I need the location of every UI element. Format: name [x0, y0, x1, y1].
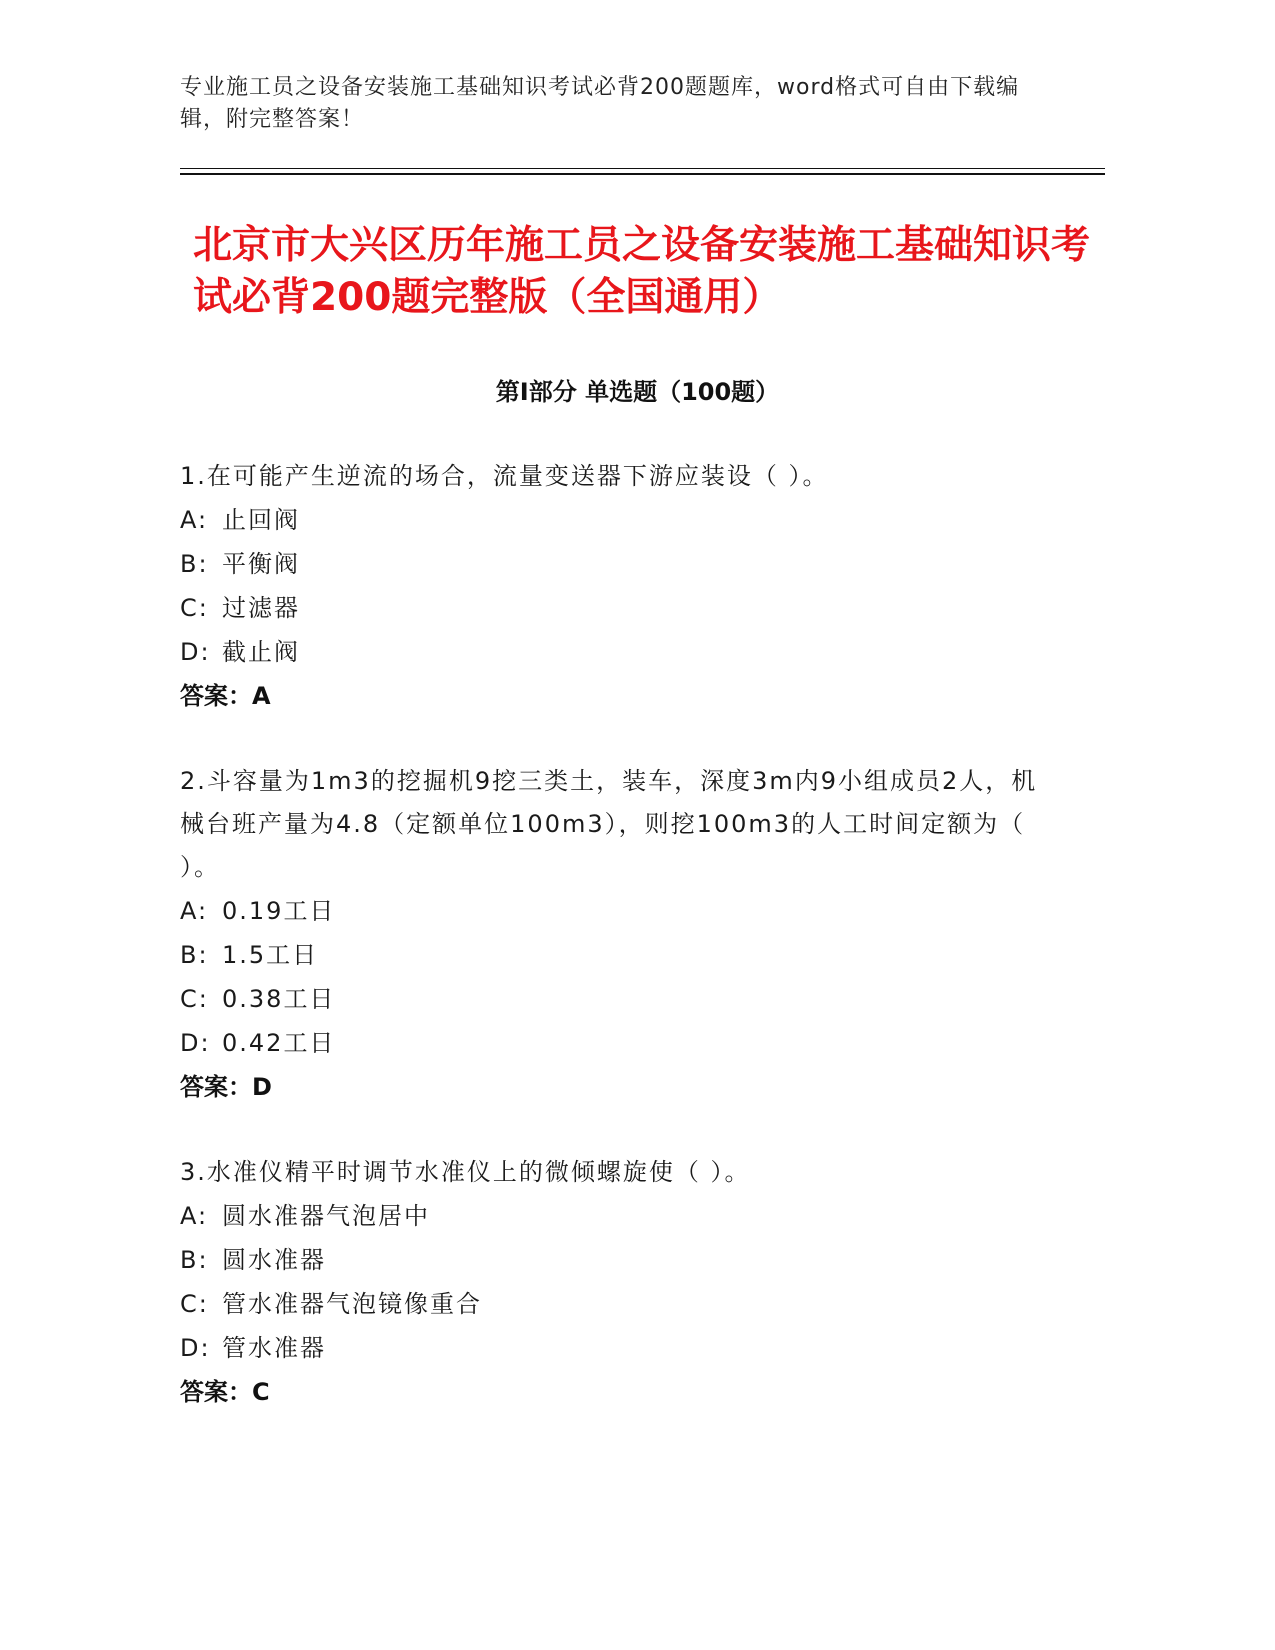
- option-a: [180, 889, 1060, 933]
- option-key: B:: [180, 1246, 209, 1274]
- option-text: 0.38工日: [222, 985, 336, 1013]
- option-key: C:: [180, 594, 209, 622]
- question-3: [180, 1151, 1060, 1414]
- question-stem: 3.水准仪精平时调节水准仪上的微倾螺旋使（ ）。: [180, 1158, 751, 1186]
- option-text: 圆水准器气泡居中: [222, 1202, 430, 1230]
- option-key: B:: [180, 550, 209, 578]
- question-1: [180, 455, 1060, 718]
- option-text: 截止阀: [222, 638, 300, 666]
- option-c: [180, 1282, 1060, 1326]
- option-a: [180, 498, 1060, 542]
- option-text: 0.19工日: [222, 897, 336, 925]
- option-key: C:: [180, 1290, 209, 1318]
- option-key: D:: [180, 638, 211, 666]
- section-heading: 第I部分 单选题（100题）: [495, 378, 780, 406]
- option-key: C:: [180, 985, 209, 1013]
- answer-line: 答案：A: [180, 682, 271, 710]
- option-key: A:: [180, 897, 209, 925]
- option-b: [180, 1238, 1060, 1282]
- option-text: 平衡阀: [222, 550, 300, 578]
- option-text: 止回阀: [222, 506, 300, 534]
- option-key: D:: [180, 1334, 211, 1362]
- question-stem: 1.在可能产生逆流的场合，流量变送器下游应装设（ ）。: [180, 462, 829, 490]
- option-d: [180, 1021, 1060, 1065]
- option-text: 管水准器气泡镜像重合: [222, 1290, 482, 1318]
- option-c: [180, 977, 1060, 1021]
- option-key: A:: [180, 506, 209, 534]
- answer-line: 答案：D: [180, 1073, 272, 1101]
- option-key: D:: [180, 1029, 211, 1057]
- option-text: 管水准器: [222, 1334, 326, 1362]
- answer-line: 答案：C: [180, 1378, 270, 1406]
- option-text: 0.42工日: [222, 1029, 336, 1057]
- option-b: [180, 542, 1060, 586]
- header-note: 专业施工员之设备安装施工基础知识考试必背200题题库，word格式可自由下载编辑，附完整答案！: [180, 75, 1020, 132]
- option-key: B:: [180, 941, 209, 969]
- question-2: [180, 760, 1060, 1109]
- option-d: [180, 1326, 1060, 1370]
- document-title: 北京市大兴区历年施工员之设备安装施工基础知识考试必背200题完整版（全国通用）: [193, 223, 1091, 320]
- option-d: [180, 630, 1060, 674]
- option-b: [180, 933, 1060, 977]
- header-divider-thick: [180, 173, 1105, 175]
- option-text: 圆水准器: [222, 1246, 326, 1274]
- option-key: A:: [180, 1202, 209, 1230]
- option-c: [180, 586, 1060, 630]
- question-list: [180, 455, 1060, 1456]
- option-text: 1.5工日: [222, 941, 319, 969]
- option-a: [180, 1194, 1060, 1238]
- option-text: 过滤器: [222, 594, 300, 622]
- question-stem: 2.斗容量为1m3的挖掘机9挖三类土，装车，深度3m内9小组成员2人，机械台班产量为4.8（定额单位100m3），则挖100m3的人工时间定额为（ ）。: [180, 767, 1038, 881]
- header-divider-thin: [180, 168, 1105, 169]
